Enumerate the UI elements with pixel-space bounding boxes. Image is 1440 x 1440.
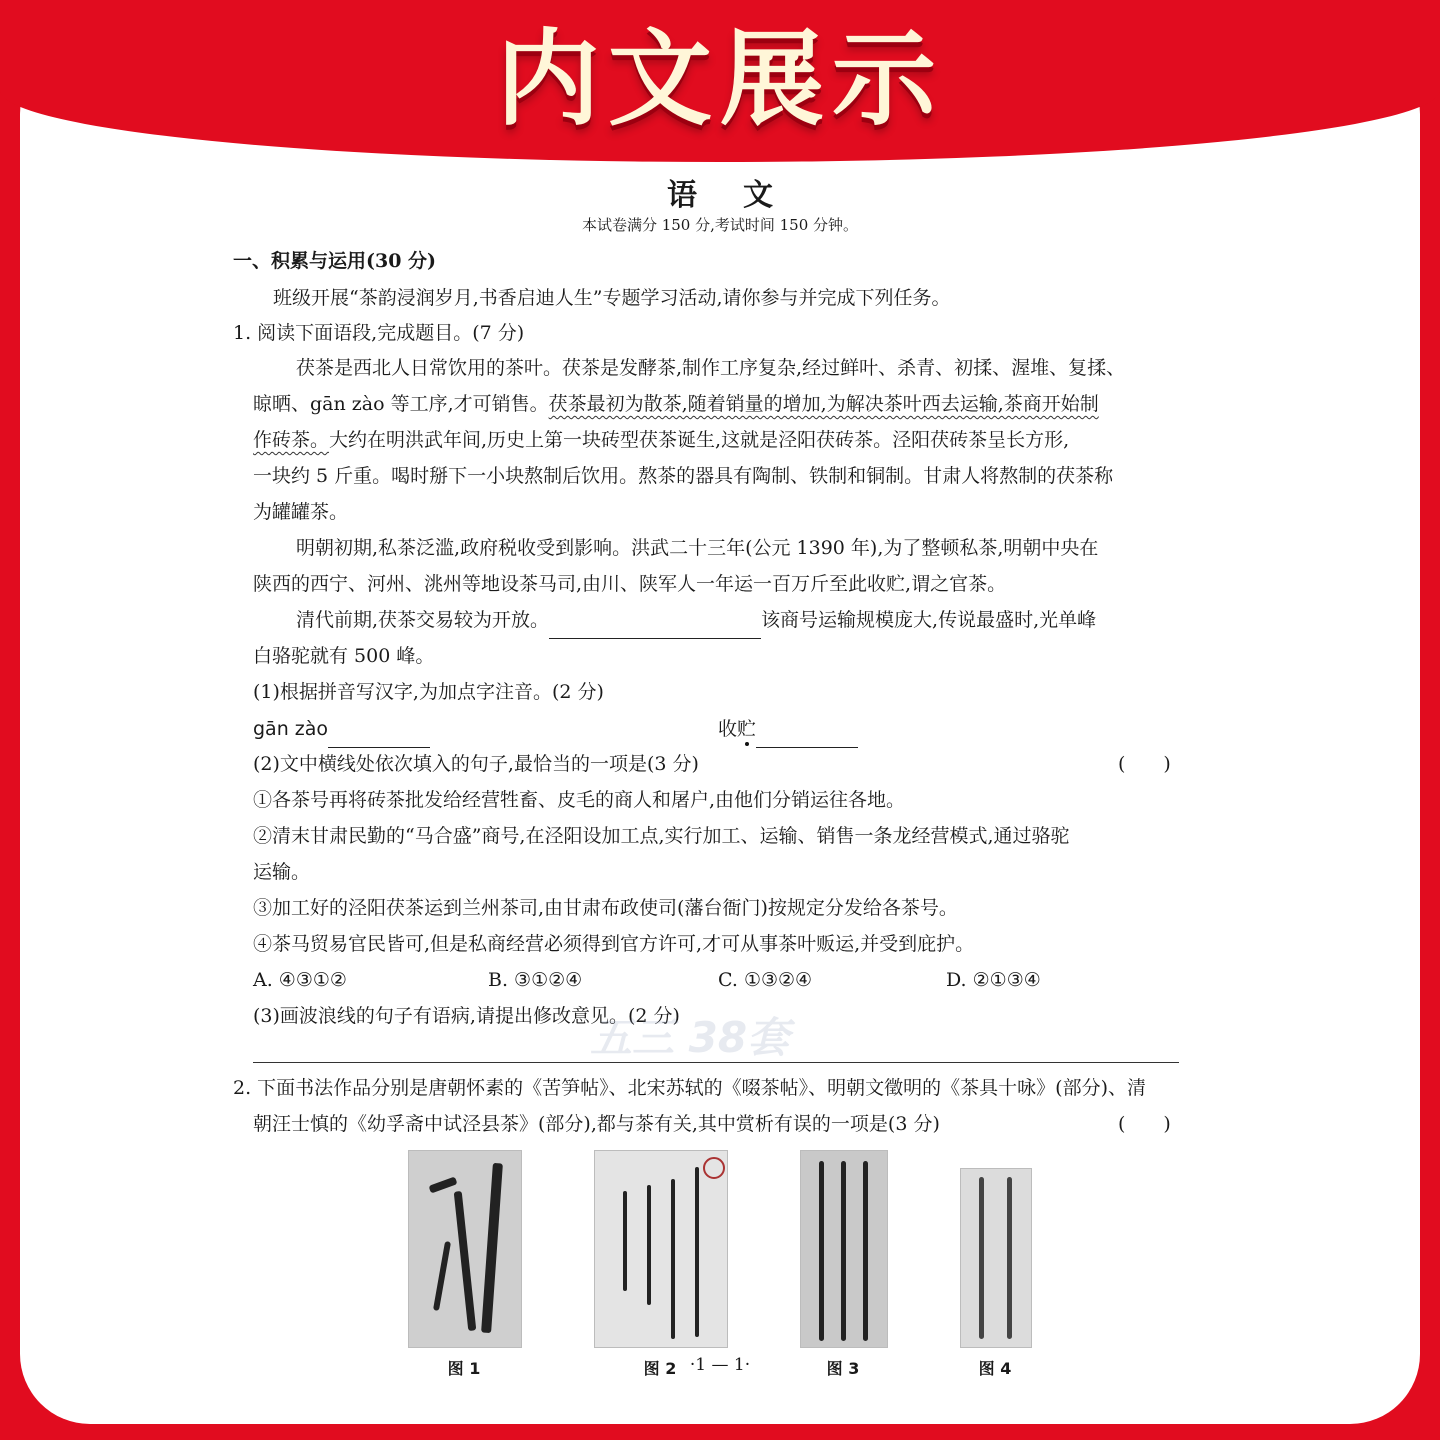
passage-line: 陕西的西宁、河州、洮州等地设茶马司,由川、陕军人一年运一百万斤至此收贮,谓之官茶。 — [253, 573, 1007, 595]
choice-a[interactable]: A. ④③①② — [253, 969, 347, 991]
banner-title: 内文展示 — [495, 18, 944, 140]
q2-stem-line: 2. 下面书法作品分别是唐朝怀素的《苦笋帖》、北宋苏轼的《啜茶帖》、明朝文徵明的《茶具十咏》(部分)、清 — [233, 1077, 1146, 1099]
top-banner — [0, 0, 1440, 162]
passage-line — [253, 422, 1069, 458]
passage-line: 为罐罐茶。 — [253, 501, 349, 523]
answer-line[interactable] — [253, 1062, 1179, 1063]
passage-line — [253, 386, 1099, 422]
figure-caption: 图 1 — [447, 1359, 481, 1378]
exam-note: 本试卷满分 150 分,考试时间 150 分钟。 — [581, 216, 859, 234]
option-line: 运输。 — [253, 861, 311, 883]
calligraphy-figure-3 — [800, 1150, 888, 1348]
answer-paren[interactable]: ( ) — [1118, 753, 1171, 775]
calligraphy-figure-4 — [960, 1168, 1032, 1348]
option-line: ①各茶号再将砖茶批发给经营牲畜、皮毛的商人和屠户,由他们分销运往各地。 — [253, 789, 906, 811]
option-line: ②清末甘肃民勤的“马合盛”商号,在泾阳设加工点,实行加工、运输、销售一条龙经营模式,通过骆驼 — [253, 825, 1070, 847]
passage-text: 清代前期,茯茶交易较为开放。 — [296, 609, 550, 631]
pinyin-label: gān zào — [253, 718, 329, 740]
wavy-sentence: 茯茶最初为散茶,随着销量的增加,为解决茶叶西去运输,茶商开始制 — [548, 393, 1099, 415]
choice-b[interactable]: B. ③①②④ — [488, 969, 583, 991]
q2-stem-line: 朝汪士慎的《幼孚斋中试泾县茶》(部分),都与茶有关,其中赏析有误的一项是(3 分) — [253, 1113, 940, 1135]
pinyin-answer-row — [253, 711, 430, 748]
phonetic-answer-blank[interactable] — [756, 711, 858, 748]
section-heading: 一、积累与运用(30 分) — [233, 250, 437, 272]
passage-line: 一块约 5 斤重。喝时掰下一小块熬制后饮用。熬茶的器具有陶制、铁制和铜制。甘肃人将熬制的茯茶称 — [253, 465, 1114, 487]
choice-d[interactable]: D. ②①③④ — [946, 969, 1041, 991]
sub-question-2: (2)文中横线处依次填入的句子,最恰当的一项是(3 分) — [253, 753, 699, 775]
calligraphy-figure-1 — [408, 1150, 522, 1348]
watermark: 五三 38套 — [590, 1013, 790, 1062]
passage-text: 晾晒、gān zào 等工序,才可销售。 — [253, 393, 549, 415]
wavy-sentence: 作砖茶。 — [253, 429, 330, 451]
fill-blank[interactable] — [549, 602, 761, 639]
option-line: ④茶马贸易官民皆可,但是私商经营必须得到官方许可,才可从事茶叶贩运,并受到庇护。 — [253, 933, 975, 955]
passage-text: 该商号运输规模庞大,传说最盛时,光单峰 — [761, 609, 1097, 631]
figure-caption: 图 2 — [643, 1359, 677, 1378]
sub-question-3: (3)画波浪线的句子有语病,请提出修改意见。(2 分) — [253, 1005, 680, 1027]
section-intro: 班级开展“茶韵浸润岁月,书香启迪人生”专题学习活动,请你参与并完成下列任务。 — [273, 287, 951, 309]
calligraphy-figure-2 — [594, 1150, 728, 1348]
word-answer-row — [718, 711, 858, 748]
choice-c[interactable]: C. ①③②④ — [718, 969, 813, 991]
subject-title: 语文 — [667, 178, 819, 213]
pinyin-answer-blank[interactable] — [328, 711, 430, 748]
dotted-char: 贮 — [737, 718, 757, 740]
passage-line — [296, 602, 1096, 639]
word-prefix: 收 — [718, 718, 738, 740]
figure-caption: 图 3 — [826, 1359, 860, 1378]
page-number: ·1 — 1· — [689, 1355, 751, 1375]
passage-text: 大约在明洪武年间,历史上第一块砖型茯茶诞生,这就是泾阳茯砖茶。泾阳茯砖茶呈长方形, — [329, 429, 1070, 451]
option-line: ③加工好的泾阳茯茶运到兰州茶司,由甘肃布政使司(藩台衙门)按规定分发给各茶号。 — [253, 897, 958, 919]
passage-line: 茯茶是西北人日常饮用的茶叶。茯茶是发酵茶,制作工序复杂,经过鲜叶、杀青、初揉、渥堆、复揉、 — [296, 357, 1126, 379]
figure-caption: 图 4 — [978, 1359, 1012, 1378]
q1-stem: 1. 阅读下面语段,完成题目。(7 分) — [233, 322, 525, 344]
passage-line: 白骆驼就有 500 峰。 — [253, 645, 435, 667]
sub-question-1: (1)根据拼音写汉字,为加点字注音。(2 分) — [253, 681, 604, 703]
answer-paren[interactable]: ( ) — [1118, 1113, 1171, 1135]
passage-line: 明朝初期,私茶泛滥,政府税收受到影响。洪武二十三年(公元 1390 年),为了整顿私茶,明朝中央在 — [296, 537, 1099, 559]
